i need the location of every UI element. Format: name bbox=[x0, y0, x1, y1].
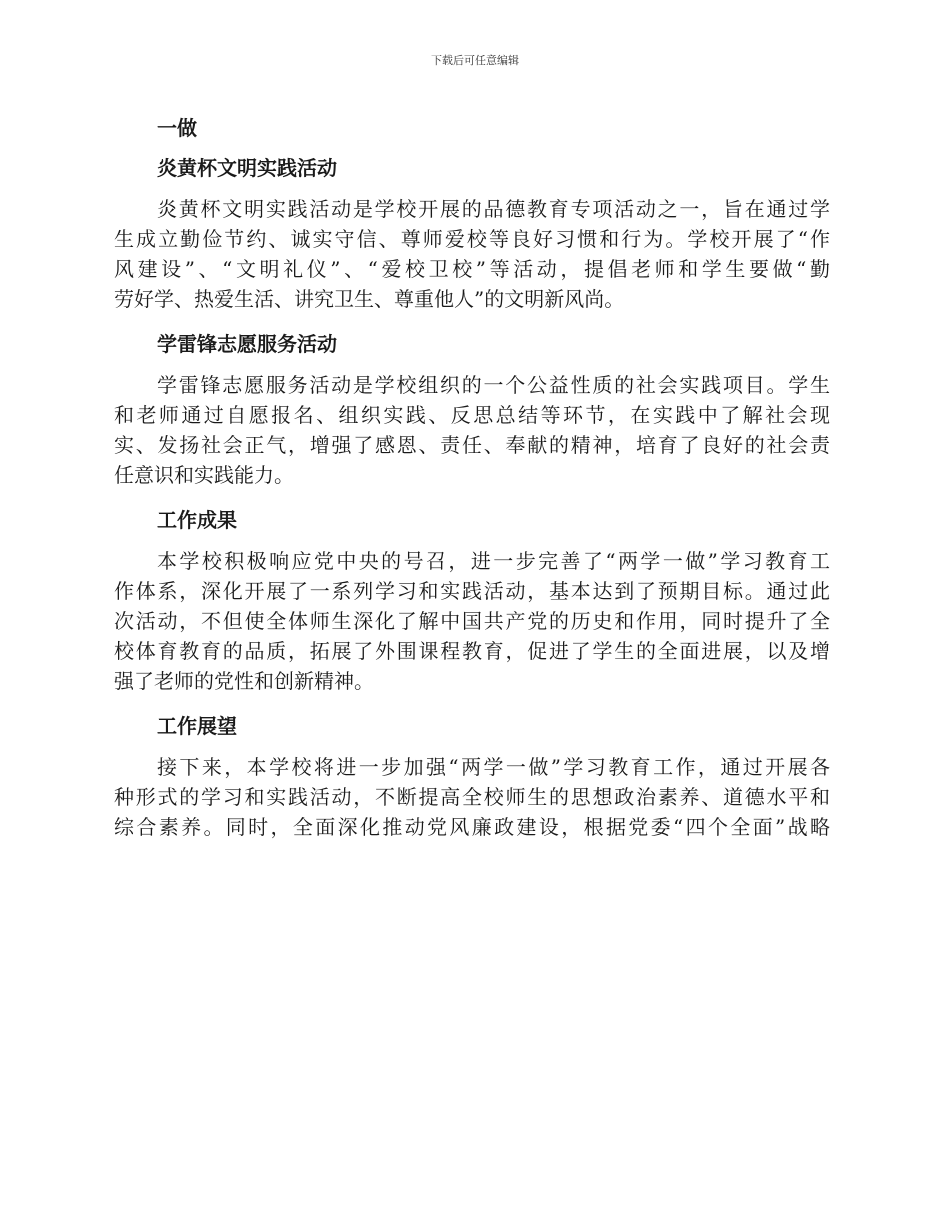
text-line: 校体育教育的品质，拓展了外围课程教育，促进了学生的全面进展，以及增 bbox=[114, 639, 830, 663]
paragraph bbox=[114, 546, 830, 696]
section-heading: 学雷锋志愿服务活动 bbox=[157, 332, 337, 356]
section-heading: 工作展望 bbox=[157, 714, 237, 738]
text-line: 生成立勤俭节约、诚实守信、尊师爱校等良好习惯和行为。学校开展了“作 bbox=[114, 227, 830, 251]
paragraph bbox=[114, 370, 830, 490]
text-line: 次活动，不但使全体师生深化了解中国共产党的历史和作用，同时提升了全 bbox=[114, 609, 830, 633]
text-line: 综合素养。同时，全面深化推动党风廉政建设，根据党委“四个全面”战略 bbox=[114, 815, 830, 839]
paragraph bbox=[114, 752, 830, 842]
text-line: 任意识和实践能力。 bbox=[114, 463, 294, 487]
text-line: 实、发扬社会正气，增强了感恩、责任、奉献的精神，培育了良好的社会责 bbox=[114, 433, 830, 457]
section-heading: 炎黄杯文明实践活动 bbox=[157, 156, 337, 180]
text-line: 和老师通过自愿报名、组织实践、反思总结等环节，在实践中了解社会现 bbox=[114, 403, 830, 427]
page-header: 下载后可任意编辑 bbox=[431, 54, 519, 67]
paragraph bbox=[114, 194, 830, 314]
text-line: 作体系，深化开展了一系列学习和实践活动，基本达到了预期目标。通过此 bbox=[114, 579, 830, 603]
text-line: 强了老师的党性和创新精神。 bbox=[114, 669, 374, 693]
text-line: 学雷锋志愿服务活动是学校组织的一个公益性质的社会实践项目。学生 bbox=[157, 373, 830, 397]
text-line: 风建设”、“文明礼仪”、“爱校卫校”等活动，提倡老师和学生要做“勤 bbox=[114, 257, 830, 281]
text-line: 劳好学、热爱生活、讲究卫生、尊重他人”的文明新风尚。 bbox=[114, 287, 625, 311]
text-line: 种形式的学习和实践活动，不断提高全校师生的思想政治素养、道德水平和 bbox=[114, 785, 830, 809]
text-line: 本学校积极响应党中央的号召，进一步完善了“两学一做”学习教育工 bbox=[157, 549, 830, 573]
section-heading: 工作成果 bbox=[157, 508, 237, 532]
document-body bbox=[114, 108, 830, 852]
text-line: 炎黄杯文明实践活动是学校开展的品德教育专项活动之一，旨在通过学 bbox=[157, 197, 830, 221]
section-heading: 一做 bbox=[157, 116, 197, 140]
text-line: 接下来，本学校将进一步加强“两学一做”学习教育工作，通过开展各 bbox=[157, 755, 830, 779]
